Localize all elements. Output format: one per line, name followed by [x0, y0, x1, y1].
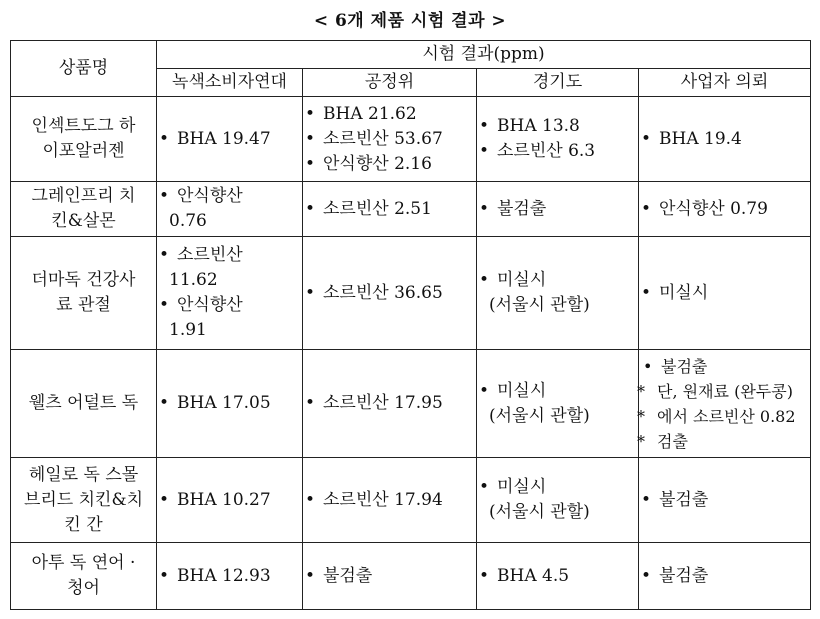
result-cell: • 불검출 — [639, 458, 811, 543]
product-name: 아투 독 연어 · 청어 — [11, 543, 157, 610]
product-name: 인섹트도그 하 이포알러젠 — [11, 97, 157, 182]
result-cell: • 미실시 (서울시 관할) — [477, 350, 639, 458]
result-cell: • 미실시 (서울시 관할) — [477, 237, 639, 350]
result-cell: • 소르빈산 36.65 — [303, 237, 477, 350]
result-cell: • 불검출 * 단, 원재료 (완두콩) * 에서 소르빈산 0.82 * 검출 — [639, 350, 811, 458]
result-cell: • 불검출 — [477, 182, 639, 237]
result-cell: • 안식향산 0.79 — [639, 182, 811, 237]
header-agency-business: 사업자 의뢰 — [639, 69, 811, 97]
result-cell: • BHA 21.62 • 소르빈산 53.67 • 안식향산 2.16 — [303, 97, 477, 182]
header-agency-ftc: 공정위 — [303, 69, 477, 97]
table-row — [11, 237, 811, 350]
table-row — [11, 543, 811, 610]
result-cell: • BHA 10.27 — [157, 458, 303, 543]
result-cell: • 소르빈산 11.62 • 안식향산 1.91 — [157, 237, 303, 350]
table-caption: < 6개 제품 시험 결과 > — [313, 11, 507, 31]
table-row — [11, 458, 811, 543]
result-cell: • BHA 4.5 — [477, 543, 639, 610]
results-table — [10, 40, 811, 610]
result-cell: • 소르빈산 17.94 — [303, 458, 477, 543]
product-name: 더마독 건강사 료 관절 — [11, 237, 157, 350]
result-cell: • BHA 19.4 — [639, 97, 811, 182]
header-test-results: 시험 결과(ppm) — [157, 41, 811, 69]
header-agency-gyeonggi: 경기도 — [477, 69, 639, 97]
result-cell: • 안식향산 0.76 — [157, 182, 303, 237]
header-product-name: 상품명 — [11, 41, 157, 97]
product-name: 웰츠 어덜트 독 — [11, 350, 157, 458]
result-cell: • BHA 13.8 • 소르빈산 6.3 — [477, 97, 639, 182]
result-cell: • 소르빈산 2.51 — [303, 182, 477, 237]
result-cell: • 불검출 — [639, 543, 811, 610]
result-cell: • 미실시 (서울시 관할) — [477, 458, 639, 543]
result-cell: • 미실시 — [639, 237, 811, 350]
product-name: 그레인프리 치 킨&살몬 — [11, 182, 157, 237]
result-cell: • BHA 17.05 — [157, 350, 303, 458]
table-row — [11, 97, 811, 182]
result-cell: • BHA 19.47 — [157, 97, 303, 182]
product-name: 헤일로 독 스몰 브리드 치킨&치 킨 간 — [11, 458, 157, 543]
table-row — [11, 182, 811, 237]
result-cell: • 소르빈산 17.95 — [303, 350, 477, 458]
result-cell: • BHA 12.93 — [157, 543, 303, 610]
table-row — [11, 350, 811, 458]
result-cell: • 불검출 — [303, 543, 477, 610]
header-agency-green-consumers: 녹색소비자연대 — [157, 69, 303, 97]
